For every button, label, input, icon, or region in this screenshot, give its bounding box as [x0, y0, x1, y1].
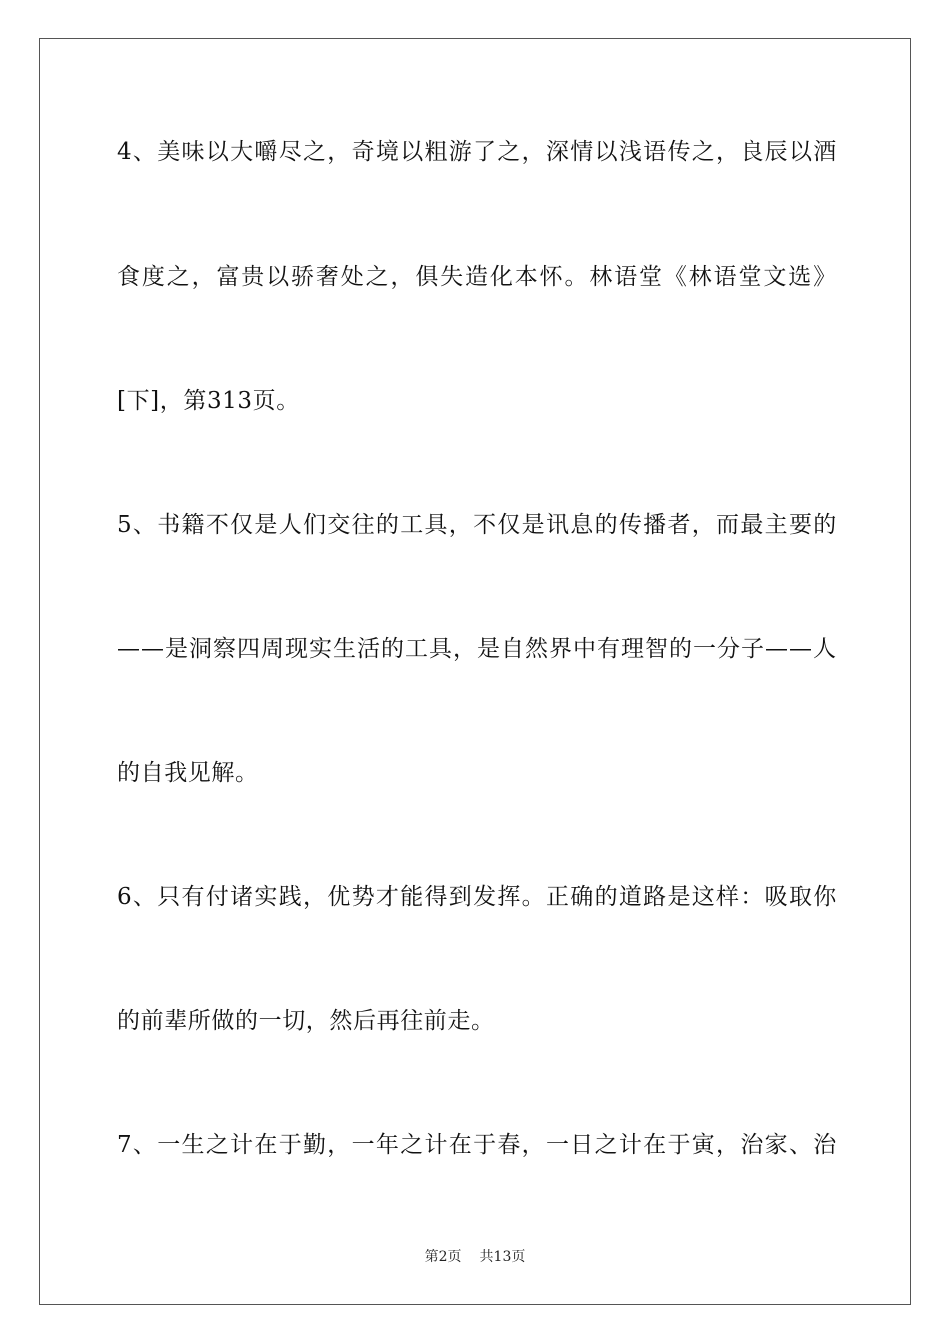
- glyph: 的: [813, 512, 837, 538]
- glyph: 一: [545, 1132, 570, 1158]
- glyph: 以: [788, 139, 813, 165]
- glyph: 仅: [230, 512, 254, 538]
- glyph: 于: [278, 1132, 303, 1158]
- glyph: 》: [813, 264, 837, 290]
- glyph: 在: [254, 1132, 279, 1158]
- glyph: 正: [545, 884, 570, 910]
- glyph: 游: [448, 139, 473, 165]
- glyph: 4: [117, 139, 133, 165]
- glyph: 是: [477, 636, 501, 662]
- glyph: 度: [141, 264, 166, 290]
- glyph: 选: [788, 264, 812, 290]
- glyph: ，: [191, 264, 216, 290]
- glyph: 样: [716, 884, 740, 910]
- glyph: 你: [813, 884, 837, 910]
- glyph: 诸: [230, 884, 254, 910]
- glyph: 语: [643, 139, 667, 165]
- glyph: 的: [594, 512, 619, 538]
- text-line-6: 的自我见解。: [117, 760, 259, 786]
- glyph: 们: [303, 512, 327, 538]
- glyph: 之: [166, 264, 191, 290]
- glyph: 粗: [424, 139, 449, 165]
- glyph: 主: [764, 512, 789, 538]
- glyph: 堂: [738, 264, 763, 290]
- glyph: 一: [157, 1132, 181, 1158]
- glyph: 只: [157, 884, 181, 910]
- glyph: 是: [521, 512, 546, 538]
- glyph: ，: [691, 512, 716, 538]
- glyph: 传: [618, 512, 643, 538]
- glyph: 仅: [497, 512, 521, 538]
- glyph: 骄: [291, 264, 315, 290]
- glyph: 情: [570, 139, 594, 165]
- glyph: 自: [501, 636, 525, 662]
- page-frame: [39, 38, 911, 1305]
- glyph: 林: [589, 264, 613, 290]
- glyph: 是: [165, 636, 189, 662]
- glyph: 到: [448, 884, 473, 910]
- glyph: 生: [181, 1132, 206, 1158]
- text-line-8: 的前辈所做的一切，然后再往前走。: [117, 1008, 495, 1034]
- glyph: 贵: [241, 264, 265, 290]
- glyph: 工: [400, 512, 424, 538]
- glyph: 、: [132, 512, 157, 538]
- glyph: 计: [230, 1132, 254, 1158]
- glyph: 浅: [618, 139, 643, 165]
- glyph: 不: [473, 512, 497, 538]
- glyph: 嚼: [254, 139, 279, 165]
- glyph: 文: [763, 264, 787, 290]
- glyph: 能: [400, 884, 424, 910]
- text-line-5: [117, 634, 837, 664]
- glyph: 中: [573, 636, 597, 662]
- glyph: 富: [216, 264, 241, 290]
- glyph: 之: [691, 139, 716, 165]
- glyph: 化: [489, 264, 514, 290]
- glyph: 酒: [813, 139, 837, 165]
- glyph: ，: [716, 1132, 740, 1158]
- glyph: 智: [645, 636, 669, 662]
- glyph: 四: [237, 636, 261, 662]
- glyph: ，: [390, 264, 415, 290]
- glyph: 《: [663, 264, 688, 290]
- glyph: 之: [303, 139, 327, 165]
- glyph: 俱: [415, 264, 439, 290]
- glyph: 有: [597, 636, 621, 662]
- glyph: 6: [117, 884, 133, 910]
- glyph: 。: [521, 884, 546, 910]
- glyph: 于: [667, 1132, 692, 1158]
- glyph: 一: [693, 636, 717, 662]
- glyph: 之: [497, 139, 521, 165]
- glyph: 了: [473, 139, 497, 165]
- glyph: 有: [181, 884, 206, 910]
- glyph: 、: [132, 884, 157, 910]
- glyph: 确: [570, 884, 594, 910]
- glyph: 最: [740, 512, 764, 538]
- glyph: 治: [740, 1132, 764, 1158]
- glyph: 势: [351, 884, 376, 910]
- glyph: 洞: [189, 636, 213, 662]
- glyph: 传: [667, 139, 692, 165]
- glyph: 春: [497, 1132, 521, 1158]
- glyph: 。: [564, 264, 589, 290]
- glyph: 尽: [278, 139, 303, 165]
- glyph: 寅: [691, 1132, 716, 1158]
- glyph: 具: [429, 636, 453, 662]
- glyph: 、: [132, 1132, 157, 1158]
- glyph: ，: [327, 1132, 351, 1158]
- glyph: 具: [424, 512, 449, 538]
- glyph: 以: [266, 264, 290, 290]
- glyph: 食: [117, 264, 141, 290]
- glyph: 活: [357, 636, 381, 662]
- glyph: 人: [813, 636, 837, 662]
- glyph: 付: [205, 884, 230, 910]
- glyph: 发: [473, 884, 497, 910]
- glyph: 堂: [639, 264, 663, 290]
- glyph: 挥: [497, 884, 521, 910]
- glyph: ：: [740, 884, 764, 910]
- glyph: 于: [473, 1132, 497, 1158]
- glyph: 良: [740, 139, 764, 165]
- glyph: ，: [716, 139, 740, 165]
- glyph: 造: [465, 264, 489, 290]
- glyph: 味: [181, 139, 206, 165]
- glyph: 林: [688, 264, 713, 290]
- glyph: 深: [545, 139, 570, 165]
- glyph: 计: [618, 1132, 643, 1158]
- glyph: 交: [327, 512, 351, 538]
- glyph: 而: [716, 512, 740, 538]
- glyph: 实: [254, 884, 279, 910]
- glyph: 生: [333, 636, 357, 662]
- glyph: 的: [381, 636, 405, 662]
- glyph: 5: [117, 512, 133, 538]
- glyph: 吸: [764, 884, 789, 910]
- text-line-2: [117, 262, 837, 292]
- glyph: 是: [667, 884, 692, 910]
- glyph: 奇: [351, 139, 376, 165]
- glyph: 才: [375, 884, 400, 910]
- glyph: 现: [285, 636, 309, 662]
- glyph: 处: [340, 264, 365, 290]
- glyph: 息: [570, 512, 594, 538]
- glyph: ，: [327, 139, 351, 165]
- glyph: 语: [614, 264, 638, 290]
- glyph: 工: [405, 636, 429, 662]
- glyph: 往: [351, 512, 376, 538]
- glyph: 之: [365, 264, 390, 290]
- glyph: 得: [424, 884, 449, 910]
- glyph: 家: [764, 1132, 789, 1158]
- glyph: 以: [400, 139, 424, 165]
- glyph: 在: [448, 1132, 473, 1158]
- glyph: ，: [303, 884, 327, 910]
- glyph: 取: [788, 884, 813, 910]
- glyph: 一: [351, 1132, 376, 1158]
- glyph: 播: [643, 512, 667, 538]
- glyph: 语: [713, 264, 738, 290]
- glyph: 周: [261, 636, 285, 662]
- glyph: ，: [448, 512, 473, 538]
- glyph: 辰: [764, 139, 789, 165]
- page-total: 共13页: [479, 1249, 526, 1265]
- glyph: 以: [205, 139, 230, 165]
- glyph: ，: [521, 139, 546, 165]
- glyph: 之: [205, 1132, 230, 1158]
- glyph: —: [765, 636, 789, 662]
- glyph: 、: [788, 1132, 813, 1158]
- text-line-1: [117, 137, 837, 167]
- glyph: 察: [213, 636, 237, 662]
- glyph: 子: [741, 636, 765, 662]
- glyph: 界: [549, 636, 573, 662]
- glyph: 在: [643, 1132, 667, 1158]
- glyph: 年: [375, 1132, 400, 1158]
- glyph: 优: [327, 884, 351, 910]
- text-line-9: [117, 1130, 837, 1160]
- glyph: ，: [521, 1132, 546, 1158]
- glyph: 之: [594, 1132, 619, 1158]
- glyph: 大: [230, 139, 254, 165]
- glyph: 讯: [545, 512, 570, 538]
- glyph: 实: [309, 636, 333, 662]
- page-footer: [0, 1248, 950, 1266]
- glyph: 不: [205, 512, 230, 538]
- glyph: —: [141, 636, 165, 662]
- glyph: 道: [618, 884, 643, 910]
- glyph: 的: [669, 636, 693, 662]
- glyph: 7: [117, 1132, 133, 1158]
- glyph: —: [789, 636, 813, 662]
- glyph: ，: [453, 636, 477, 662]
- glyph: 美: [157, 139, 181, 165]
- glyph: 然: [525, 636, 549, 662]
- glyph: 践: [278, 884, 303, 910]
- glyph: 日: [570, 1132, 594, 1158]
- glyph: 计: [424, 1132, 449, 1158]
- glyph: 是: [254, 512, 279, 538]
- text-line-3: [下]，第313页。: [117, 388, 300, 414]
- glyph: 治: [813, 1132, 837, 1158]
- glyph: 书: [157, 512, 181, 538]
- text-line-7: [117, 882, 837, 912]
- text-line-4: [117, 510, 837, 540]
- glyph: 勤: [303, 1132, 327, 1158]
- glyph: —: [117, 636, 141, 662]
- glyph: 奢: [315, 264, 340, 290]
- glyph: 要: [788, 512, 813, 538]
- glyph: 的: [594, 884, 619, 910]
- glyph: 分: [717, 636, 741, 662]
- glyph: 人: [278, 512, 303, 538]
- glyph: 境: [375, 139, 400, 165]
- glyph: 这: [691, 884, 716, 910]
- glyph: 怀: [539, 264, 564, 290]
- glyph: 路: [643, 884, 667, 910]
- glyph: 者: [667, 512, 692, 538]
- glyph: 籍: [181, 512, 206, 538]
- glyph: 本: [514, 264, 539, 290]
- glyph: 以: [594, 139, 619, 165]
- glyph: 的: [375, 512, 400, 538]
- glyph: 理: [621, 636, 645, 662]
- glyph: 、: [132, 139, 157, 165]
- page-number: 第2页: [424, 1249, 462, 1265]
- glyph: 失: [440, 264, 464, 290]
- glyph: 之: [400, 1132, 424, 1158]
